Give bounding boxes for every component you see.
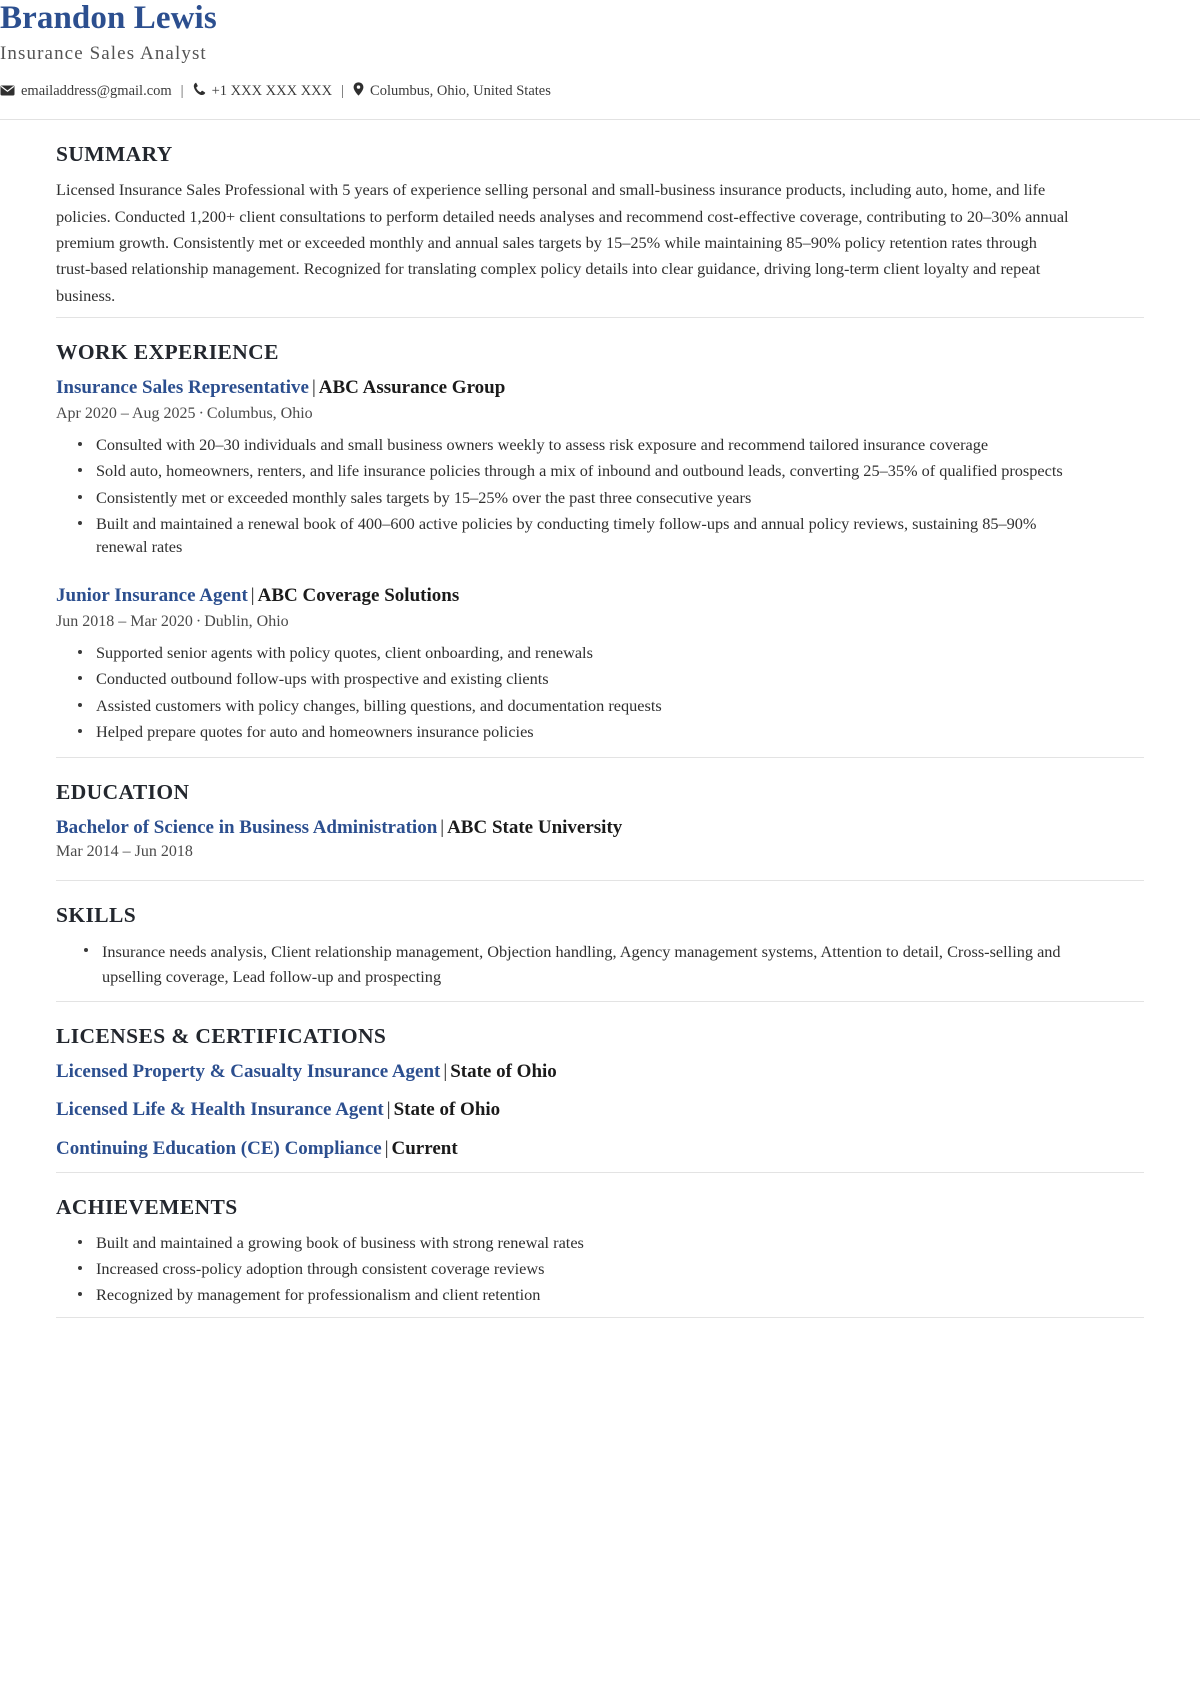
summary-text: Licensed Insurance Sales Professional with 5 years of experience selling personal and small-business insurance products, including auto, home, and life policies. Conducted 1,200+ client consultations to perform detailed needs analyses and recommend cost-effective coverage, contributing to 20–30% annual premium growth. Consistently met or exceeded monthly and annual sales targets by 15–25% while maintaining 85–90% policy retention rates through trust-based relationship management. Recognized for translating complex policy details into clear guidance, driving long-term client loyalty and repeat business. (56, 180, 1069, 305)
work-entry-bullets (56, 433, 1070, 558)
bullet-item: Helped prepare quotes for auto and homeowners insurance policies (78, 720, 1070, 743)
work-entry-headline (56, 584, 1070, 609)
section-skills (0, 881, 1200, 1001)
contact-location-text: Columbus, Ohio, United States (370, 82, 551, 99)
license-issuer: Current (391, 1138, 458, 1160)
achievements-divider (56, 1317, 1144, 1318)
section-achievements (0, 1173, 1200, 1317)
work-entry-dates: Jun 2018 – Mar 2020 (56, 612, 193, 630)
education-dates: Mar 2014 – Jun 2018 (56, 843, 193, 861)
work-entry-headline (56, 376, 1070, 401)
work-entry-meta (56, 611, 1070, 633)
phone-icon (193, 82, 206, 100)
skills-heading: SKILLS (56, 902, 137, 927)
contact-phone-text: +1 XXX XXX XXX (211, 82, 333, 99)
bullet-item: Consulted with 20–30 individuals and small business owners weekly to assess risk exposure and recommend tailored insurance coverage (78, 433, 1070, 456)
section-work-experience (0, 318, 1200, 757)
contact-separator-2: | (341, 82, 345, 99)
work-entry-role: Junior Insurance Agent (56, 584, 248, 606)
bullet-item: Sold auto, homeowners, renters, and life insurance policies through a mix of inbound and outbound leads, converting 25–35% of qualified prospects (78, 459, 1070, 482)
licenses-heading: LICENSES & CERTIFICATIONS (56, 1024, 387, 1048)
bullet-item: Supported senior agents with policy quotes, client onboarding, and renewals (78, 641, 1070, 664)
license-entry (56, 1137, 1070, 1162)
work-entry-separator: | (311, 376, 316, 398)
bullet-item: Consistently met or exceeded monthly sales targets by 15–25% over the past three consecutive years (78, 486, 1070, 509)
work-entry-meta-separator: · (195, 612, 202, 630)
work-entry-bullets (56, 641, 1070, 743)
candidate-name: Brandon Lewis (0, 0, 217, 36)
work-experience-heading: WORK EXPERIENCE (56, 340, 279, 365)
license-issuer: State of Ohio (450, 1060, 557, 1082)
bullet-item: Built and maintained a renewal book of 400–600 active policies by conducting timely follow-ups and annual policy reviews, sustaining 85–90% renewal rates (78, 512, 1070, 558)
achievement-item: Recognized by management for professionalism and client retention (78, 1283, 1070, 1306)
work-entry (56, 376, 1070, 558)
work-entry-dates: Apr 2020 – Aug 2025 (56, 404, 196, 422)
contact-email[interactable] (0, 82, 172, 101)
achievement-item: Increased cross-policy adoption through consistent coverage reviews (78, 1257, 1070, 1280)
license-name: Licensed Life & Health Insurance Agent (56, 1099, 384, 1121)
candidate-job-title: Insurance Sales Analyst (0, 42, 207, 64)
work-entry-location: Columbus, Ohio (206, 404, 313, 422)
section-summary (0, 120, 1200, 318)
education-separator: | (440, 816, 445, 838)
contact-separator-1: | (180, 82, 184, 99)
section-licenses (0, 1002, 1200, 1172)
work-entry-organization: ABC Coverage Solutions (257, 584, 460, 606)
achievement-item: Built and maintained a growing book of business with strong renewal rates (78, 1231, 1070, 1254)
achievements-heading: ACHIEVEMENTS (56, 1194, 238, 1219)
work-entry-meta-separator: · (198, 404, 204, 422)
work-entry-separator: | (250, 584, 255, 606)
education-heading: EDUCATION (56, 779, 190, 804)
bullet-item: Assisted customers with policy changes, billing questions, and documentation requests (78, 694, 1070, 717)
license-separator: | (386, 1099, 391, 1121)
education-entry (56, 816, 1070, 863)
work-entry-meta (56, 403, 1070, 425)
work-entry-organization: ABC Assurance Group (318, 376, 506, 398)
bullet-item: Conducted outbound follow-ups with prospective and existing clients (78, 667, 1070, 690)
skills-item: Insurance needs analysis, Client relationship management, Objection handling, Agency management systems, Attention to detail, Cross-selling and upselling coverage, Lead follow-up and prospecting (84, 939, 1070, 990)
resume-header (0, 0, 1200, 119)
license-name: Continuing Education (CE) Compliance (56, 1138, 382, 1160)
contact-location[interactable] (353, 82, 551, 101)
achievements-list (56, 1231, 1070, 1306)
license-separator: | (443, 1060, 448, 1082)
license-entry (56, 1098, 1070, 1123)
skills-list (56, 939, 1070, 990)
license-name: Licensed Property & Casualty Insurance Agent (56, 1060, 441, 1082)
education-entry-headline (56, 816, 1070, 841)
contact-bar (0, 82, 1200, 101)
summary-heading: SUMMARY (56, 141, 173, 166)
section-education (0, 758, 1200, 880)
contact-email-text: emailaddress@gmail.com (21, 82, 172, 99)
education-institution: ABC State University (447, 816, 623, 838)
envelope-icon (0, 85, 15, 98)
license-issuer: State of Ohio (393, 1099, 501, 1121)
license-separator: | (384, 1138, 389, 1160)
education-degree: Bachelor of Science in Business Administration (56, 816, 438, 838)
work-entry-location: Dublin, Ohio (204, 612, 289, 630)
location-pin-icon (353, 82, 364, 100)
license-entry (56, 1060, 1070, 1085)
work-entry-role: Insurance Sales Representative (56, 376, 309, 398)
contact-phone[interactable] (193, 82, 333, 101)
work-entry (56, 584, 1070, 743)
